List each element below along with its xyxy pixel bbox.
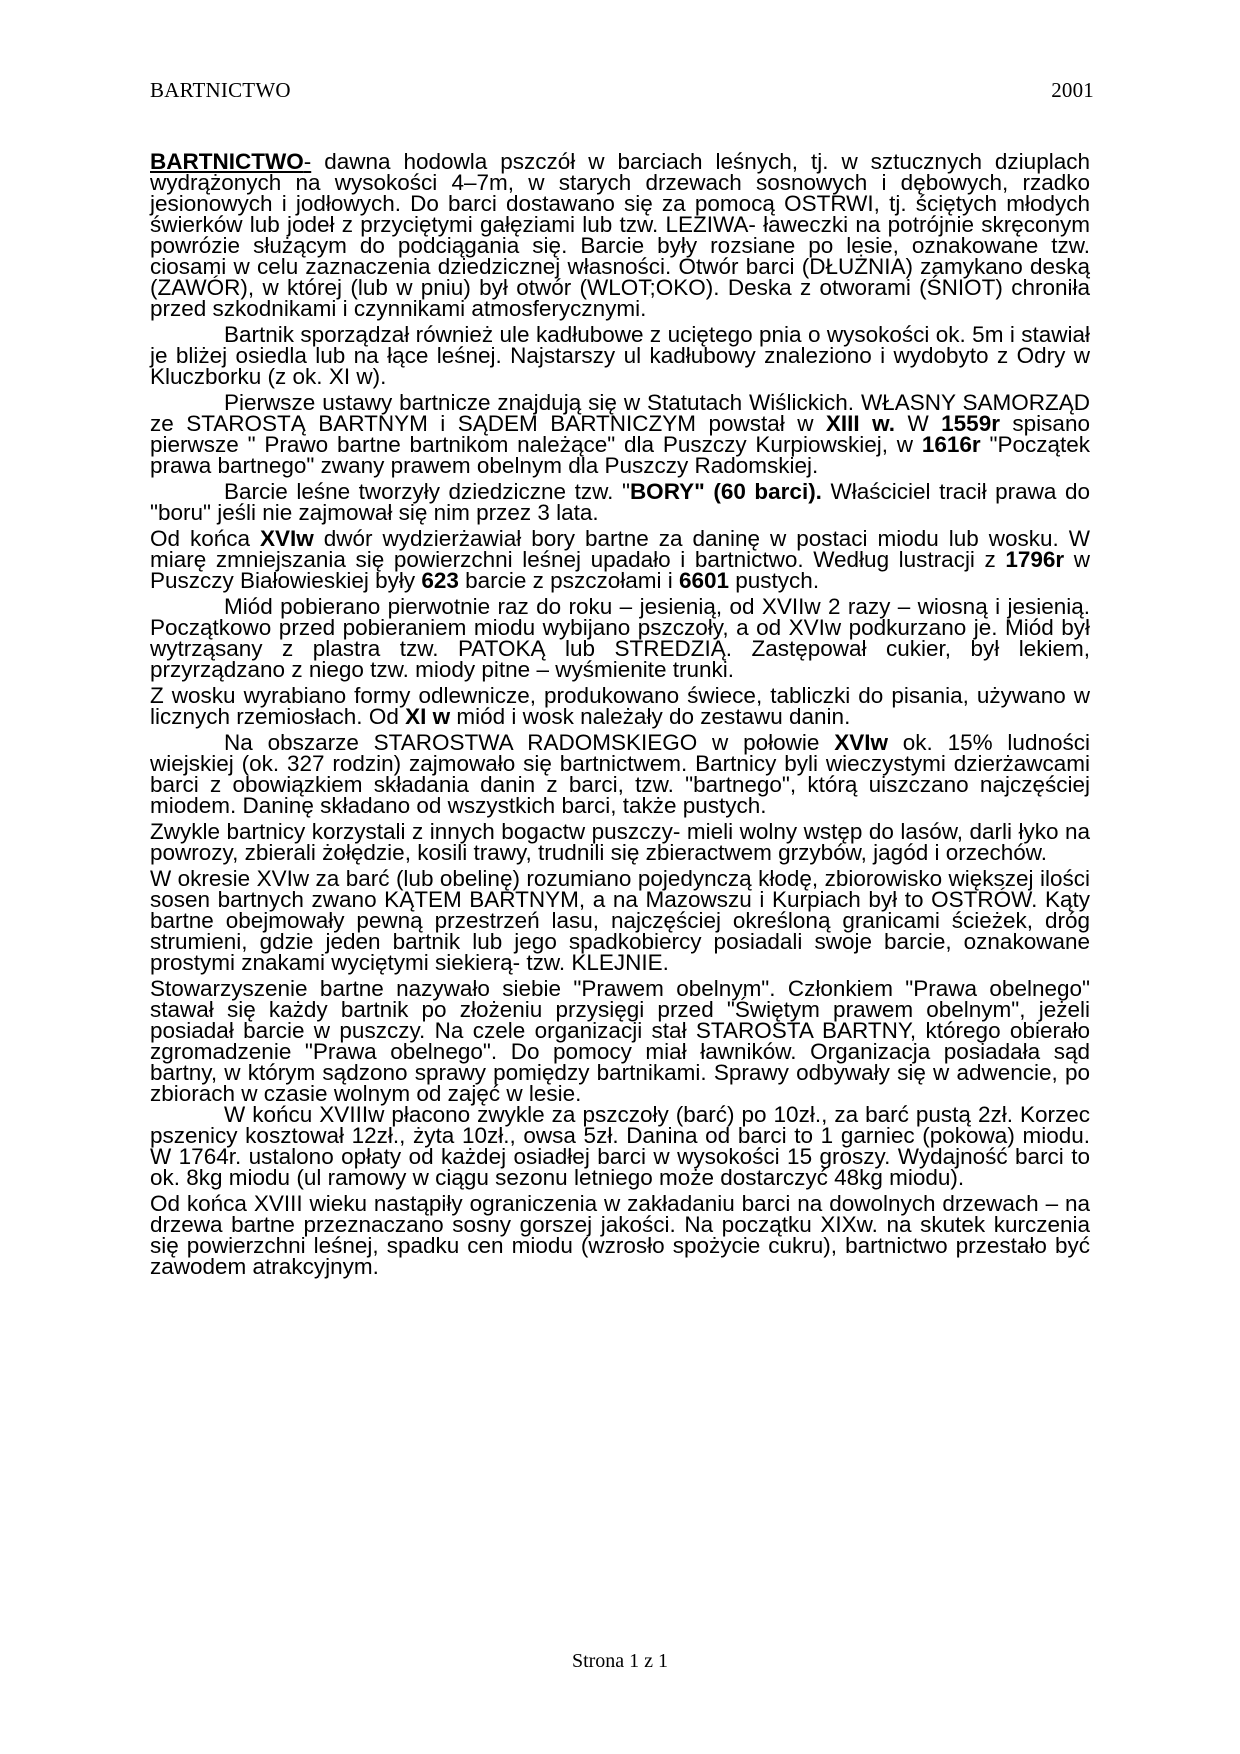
paragraph-text: XVIw: [260, 526, 314, 551]
paragraph-text: miód i wosk należały do zestawu danin.: [450, 704, 851, 729]
paragraph-text: "Początek prawa bartnego" zwany prawem obelnym dla Puszczy Radomskiej.: [150, 432, 1090, 478]
paragraph-text: Zwykle bartnicy korzystali z innych bogactw puszczy- mieli wolny wstęp do lasów, darli łyko na powrozy, zbierali żołędzie, kosili trawy, trudnili się zbieractwem grzybów, jagód i orzechów.: [150, 819, 1090, 865]
paragraph-text: Z wosku wyrabiano formy odlewnicze, produkowano świece, tabliczki do pisania, używano w licznych rzemiosłach. Od: [150, 683, 1090, 729]
paragraph-text: BORY" (60 barci).: [629, 479, 822, 504]
paragraph-text: Bartnik sporządzał również ule kadłubowe z uciętego pnia o wysokości ok. 5m i stawiał je bliżej osiedla lub na łące leśnej. Najstarszy ul kadłubowy znaleziono i wydobyto z Odry w Kluczborku (z ok. XI w).: [150, 322, 1090, 389]
paragraph-text: Właściciel tracił prawa do "boru" jeśli nie zajmował się nim przez 3 lata.: [150, 479, 1090, 525]
paragraph: [150, 821, 1090, 863]
paragraph: [150, 978, 1090, 1104]
paragraph-text: W okresie XVIw za barć (lub obelinę) rozumiano pojedynczą kłodę, zbiorowisko większej ilości sosen bartnych zwano KĄTEM BARTNYM, a na Mazowszu i Kurpiach był to OSTRÓW. Kąty bartne obejmowały pewną przestrzeń lasu, najczęściej określoną granicami ścieżek, dróg strumieni, gdzie jeden bartnik lub jego spadkobiercy posiadali swoje barcie, oznakowane prostymi znakami wyciętymi siekierą- tzw. KLEJNIE.: [150, 866, 1090, 975]
paragraph-text: Na obszarze STAROSTWA RADOMSKIEGO w połowie: [224, 730, 835, 755]
paragraph-text: XIII w.: [825, 411, 896, 436]
paragraph-text: W końcu XVIIIw płacono zwykle za pszczoły (barć) po 10zł., za barć pustą 2zł. Korzec pszenicy kosztował 12zł., żyta 10zł., owsa 5zł. Danina od barci to 1 garniec (pokowa) miodu. W 1764r. ustalono opłaty od każdej osiadłej barci w wysokości 15 groszy. Wydajność barci to ok. 8kg miodu (ul ramowy w ciągu sezonu letniego może dostarczyć 48kg miodu).: [150, 1102, 1090, 1190]
paragraph-text: dawna hodowla pszczół w barciach leśnych, tj. w sztucznych dziuplach wydrążonych na wysokości 4–7m, w starych drzewach sosnowych i dębowych, rzadko jesionowych i jodłowych. Do barci dostawano się za pomocą OSTRWI, tj. ściętych młodych świerków lub jodeł z przyciętymi gałęziami lub tzw. LEZIWA- ławeczki na potrójnie skręconym powrózie służącym do podciągania się. Barcie były rozsiane po lesie, oznakowane tzw. ciosami w celu zaznaczenia dziedzicznej własności. Otwór barci (DŁUŻNIA) zamykano deską (ZAWÓR), w której (lub w pniu) był otwór (WLOT;OKO). Deska z otworami (ŚNIOT) chroniła przed szkodnikami i czynnikami atmosferycznymi.: [150, 149, 1090, 321]
paragraph-text: 6601: [678, 568, 730, 593]
paragraph-text: spisano pierwsze " Prawo bartne bartnikom należące" dla Puszczy Kurpiowskiej, w: [150, 411, 1090, 457]
header-year: 2001: [1051, 78, 1094, 102]
paragraph-text: XI w: [405, 704, 451, 729]
paragraph-text: dwór wydzierżawiał bory bartne za daninę w postaci miodu lub wosku. W miarę zmniejszania się powierzchni leśnej upadało i bartnictwo. Według lustracji z: [150, 526, 1090, 572]
paragraph-text: Od końca: [150, 526, 260, 551]
paragraph: [150, 528, 1090, 591]
paragraph-text: pustych.: [729, 568, 820, 593]
paragraph: [150, 151, 1090, 319]
paragraph: [150, 1104, 1090, 1188]
paragraph: [150, 868, 1090, 973]
paragraph: [150, 1193, 1090, 1277]
paragraph-text: Miód pobierano pierwotnie raz do roku – jesienią, od XVIIw 2 razy – wiosną i jesienią. Początkowo przed pobieraniem miodu wybijano pszczoły, a od XVIw podkurzano je. Miód był wytrząsany z plastra tzw. PATOKĄ lub STREDZIĄ. Zastępował cukier, był lekiem, przyrządzano z niego tzw. miody pitne – wyśmienite trunki.: [150, 594, 1090, 682]
paragraph-text: Stowarzyszenie bartne nazywało siebie "Prawem obelnym". Członkiem "Prawa obelnego" stawał się każdy bartnik po złożeniu przysięgi przed "Świętym prawem obelnym", jeżeli posiadał barcie w puszczy. Na czele organizacji stał STAROSTA BARTNY, którego obierało zgromadzenie "Prawa obelnego". Do pomocy miał ławników. Organizacja posiadała sąd bartny, w którym sądzono sprawy pomiędzy bartnikami. Sprawy odbywały się w adwencie, po zbiorach w czasie wolnym od zajęć w lesie.: [150, 976, 1090, 1106]
paragraph: [150, 324, 1090, 387]
paragraph: [150, 392, 1090, 476]
paragraph-text: w Puszczy Białowieskiej były: [150, 547, 1091, 593]
paragraph: [150, 732, 1090, 816]
paragraph-text: -: [303, 149, 312, 174]
paragraph-text: XVIw: [834, 730, 888, 755]
page-footer: Strona 1 z 1: [571, 1650, 669, 1672]
header-title: BARTNICTWO: [150, 78, 291, 102]
paragraph-text: barcie z pszczołami i: [458, 568, 679, 593]
paragraph-text: Barcie leśne tworzyły dziedziczne tzw. ": [224, 479, 630, 504]
paragraph-text: 1559r: [941, 411, 1000, 436]
paragraph-text: 1796r: [1005, 547, 1065, 572]
document-body: [150, 151, 1090, 1282]
paragraph-text: W: [895, 411, 942, 436]
paragraph-text: Pierwsze ustawy bartnicze znajdują się w Statutach Wiślickich. WŁASNY SAMORZĄD ze STAROSTĄ BARTNYM i SĄDEM BARTNICZYM powstał w: [150, 390, 1090, 436]
paragraph-text: 623: [421, 568, 459, 593]
paragraph-text: ok. 15% ludności wiejskiej (ok. 327 rodzin) zajmowało się bartnictwem. Bartnicy byli wieczystymi dzierżawcami barci z obowiązkiem składania danin z barci, tzw. "bartnego", którą uiszczano najczęściej miodem. Daninę składano od wszystkich barci, także pustych.: [150, 730, 1090, 818]
paragraph-text: 1616r: [921, 432, 981, 457]
paragraph: [150, 481, 1090, 523]
paragraph-text: Od końca XVIII wieku nastąpiły ograniczenia w zakładaniu barci na dowolnych drzewach – na drzewa bartne przeznaczano sosny gorszej jakości. Na początku XIXw. na skutek kurczenia się powierzchni leśnej, spadku cen miodu (wzrosło spożycie cukru), bartnictwo przestało być zawodem atrakcyjnym.: [150, 1191, 1090, 1279]
paragraph: [150, 596, 1090, 680]
paragraph: [150, 685, 1090, 727]
paragraph-text: BARTNICTWO: [150, 149, 304, 174]
